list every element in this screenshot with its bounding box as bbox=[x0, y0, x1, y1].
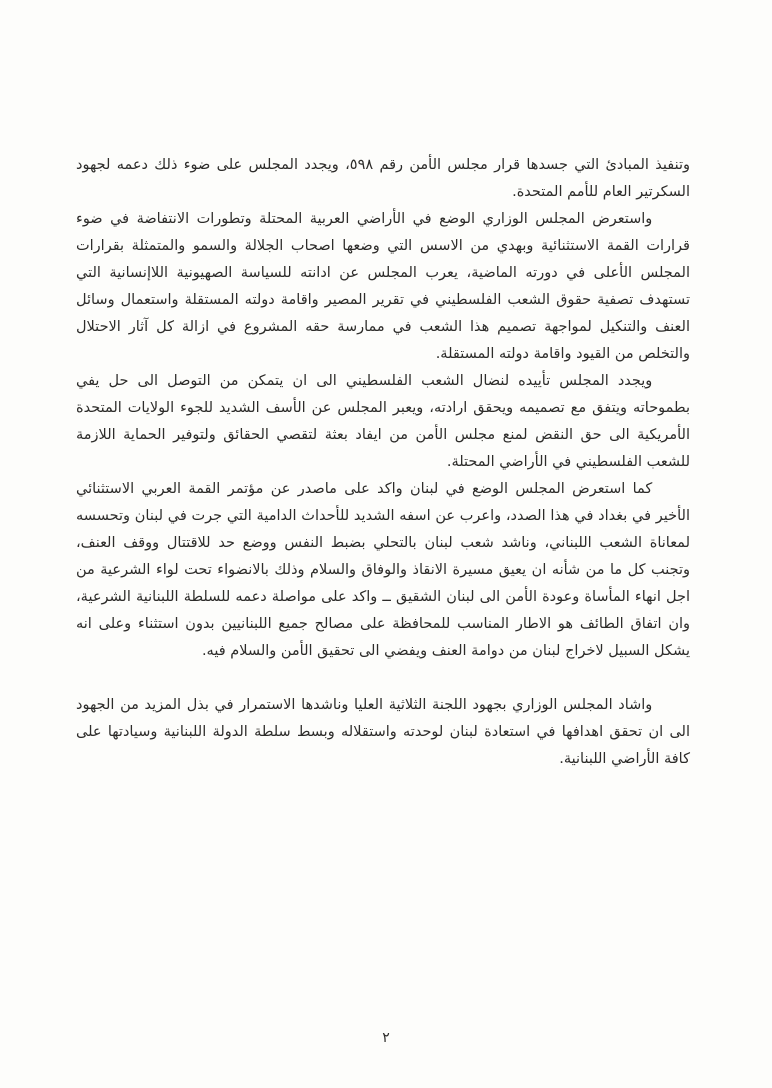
paragraph-lebanon-situation: كما استعرض المجلس الوضع في لبنان واكد على ماصدر عن مؤتمر القمة العربي الاستثنائي الأخير في بغداد في هذا الصدد، واعرب عن اسفه الشديد للأحداث الدامية التي جرت في لبنان وتحسسه لمعاناة الشعب اللبناني، وناشد شعب لبنان بالتحلي بضبط النفس ووضع حد للاقتتال ووقف العنف، وتجنب كل ما من شأنه ان يعيق مسيرة الانقاذ والوفاق والسلام وذلك بالانضواء تحت لواء الشرعية من اجل انهاء المأساة وعودة الأمن الى لبنان الشقيق ــ واكد على مواصلة دعمه للسلطة اللبنانية الشرعية، وان اتفاق الطائف هو الاطار المناسب للمحافظة على مصالح جميع اللبنانيين بدون استثناء وعلى انه يشكل السبيل لاخراج لبنان من دوامة العنف ويفضي الى تحقيق الأمن والسلام فيه. bbox=[76, 481, 690, 659]
paragraph-occupied-territories: واستعرض المجلس الوزاري الوضع في الأراضي العربية المحتلة وتطورات الانتفاضة في ضوء قرارات القمة الاستثنائية وبهدي من الاسس التي وضعها اصحاب الجلالة والسمو والمتمثلة بقرارات المجلس الأعلى في دورته الماضية، يعرب المجلس عن ادانته للسياسة الصهيونية اللاإنسانية التي تستهدف تصفية حقوق الشعب الفلسطيني في تقرير المصير واقامة دولته المستقلة واستعمال وسائل العنف والتنكيل لمواجهة تصميم هذا الشعب في ممارسة حقه المشروع في ازالة كل آثار الاحتلال والتخلص من القيود واقامة دولته المستقلة. bbox=[76, 211, 690, 362]
paragraph-tripartite-committee: واشاد المجلس الوزاري بجهود اللجنة الثلاثية العليا وناشدها الاستمرار في بذل المزيد من الجهود الى ان تحقق اهدافها في استعادة لبنان لوحدته واستقلاله وبسط سلطة الدولة اللبنانية وسيادتها على كافة الأراضي اللبنانية. bbox=[76, 697, 690, 767]
paragraph-continuation: وتنفيذ المبادئ التي جسدها قرار مجلس الأمن رقم ٥٩٨، ويجدد المجلس على ضوء ذلك دعمه لجهود السكرتير العام للأمم المتحدة. bbox=[76, 157, 690, 200]
paragraph-palestinian-struggle: ويجدد المجلس تأييده لنضال الشعب الفلسطيني الى ان يتمكن من التوصل الى حل يفي بطموحاته ويتفق مع تصميمه ويحقق ارادته، ويعبر المجلس عن الأسف الشديد للجوء الولايات المتحدة الأمريكية الى حق النقض لمنع مجلس الأمن من ايفاد بعثة لتقصي الحقائق ولتوفير الحماية اللازمة للشعب الفلسطيني في الأراضي المحتلة. bbox=[76, 373, 690, 470]
text-block bbox=[76, 152, 690, 773]
page-number: ٢ bbox=[382, 1030, 390, 1046]
